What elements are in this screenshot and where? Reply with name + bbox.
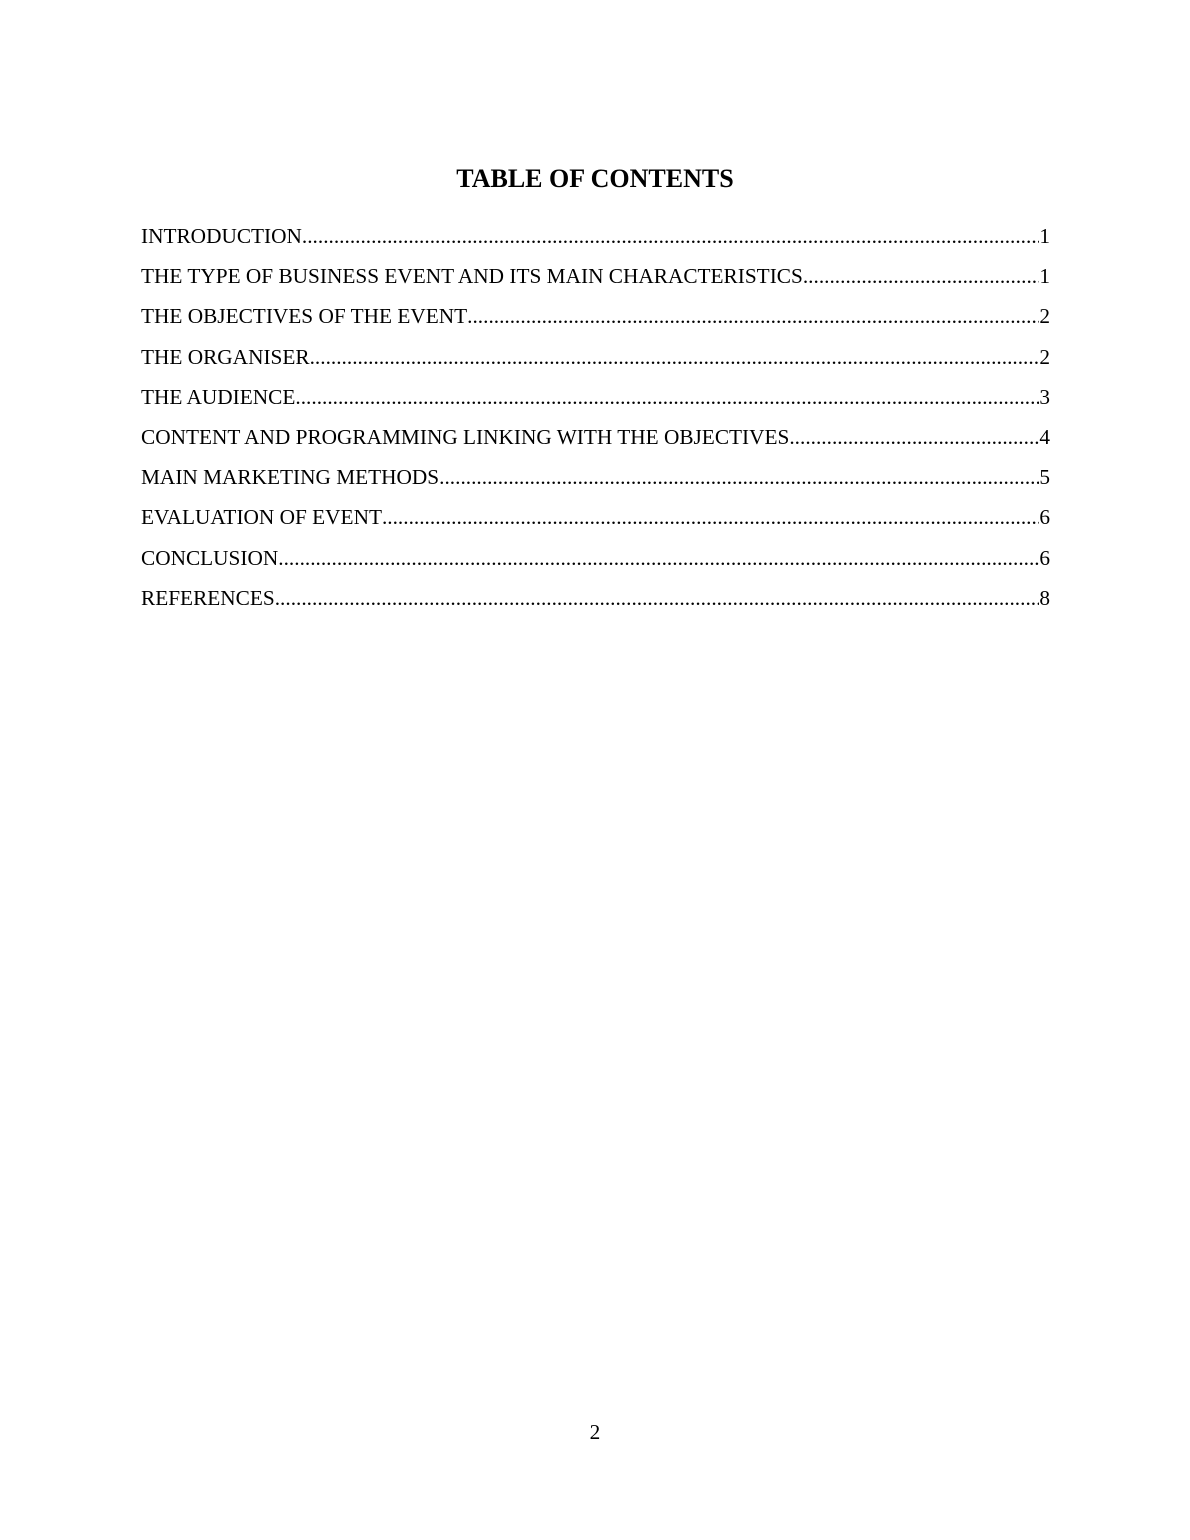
toc-dot-leader [310, 343, 1040, 371]
toc-entry-content-programming[interactable] [141, 423, 1050, 463]
toc-entry-page: 1 [1039, 224, 1050, 248]
toc-entry-page: 2 [1039, 304, 1050, 329]
toc-entry-business-event-type[interactable] [141, 262, 1050, 302]
toc-entry-label: CONCLUSION [141, 545, 279, 570]
toc-entry-page: 6 [1039, 505, 1050, 530]
toc-dot-leader [789, 423, 1039, 451]
page-title: TABLE OF CONTENTS [456, 164, 734, 193]
toc-dot-leader [295, 383, 1039, 411]
toc-entry-conclusion[interactable] [141, 544, 1050, 584]
toc-dot-leader [803, 262, 1040, 290]
page-number: 2 [589, 1420, 601, 1444]
toc-entry-label: THE AUDIENCE [141, 384, 296, 409]
toc-entry-label: CONTENT AND PROGRAMMING LINKING WITH THE OBJECTIVES [141, 424, 790, 449]
toc-entry-marketing-methods[interactable] [141, 463, 1050, 503]
toc-entry-label: THE TYPE OF BUSINESS EVENT AND ITS MAIN CHARACTERISTICS [141, 264, 803, 289]
toc-dot-leader [439, 463, 1039, 491]
toc-entry-introduction[interactable] [141, 222, 1050, 262]
toc-entry-page: 2 [1039, 344, 1050, 369]
toc-entry-label: INTRODUCTION [141, 224, 302, 248]
table-of-contents [141, 222, 1050, 624]
toc-entry-label: REFERENCES [141, 585, 275, 610]
toc-entry-page: 6 [1039, 545, 1050, 570]
toc-entry-organiser[interactable] [141, 343, 1050, 383]
toc-entry-page: 4 [1039, 424, 1050, 449]
toc-entry-page: 3 [1039, 384, 1050, 409]
toc-dot-leader [302, 222, 1039, 250]
toc-entry-label: EVALUATION OF EVENT [141, 505, 382, 530]
toc-entry-page: 5 [1039, 465, 1050, 490]
toc-dot-leader [467, 302, 1039, 330]
toc-entry-label: MAIN MARKETING METHODS [141, 465, 440, 490]
toc-entry-label: THE ORGANISER [141, 344, 310, 369]
toc-entry-references[interactable] [141, 584, 1050, 624]
toc-dot-leader [382, 503, 1039, 531]
toc-entry-label: THE OBJECTIVES OF THE EVENT [141, 304, 468, 329]
toc-dot-leader [275, 584, 1040, 612]
toc-dot-leader [278, 544, 1039, 572]
toc-entry-page: 1 [1039, 264, 1050, 289]
toc-entry-evaluation[interactable] [141, 503, 1050, 543]
toc-entry-page: 8 [1039, 585, 1050, 610]
toc-entry-objectives[interactable] [141, 302, 1050, 342]
toc-entry-audience[interactable] [141, 383, 1050, 423]
